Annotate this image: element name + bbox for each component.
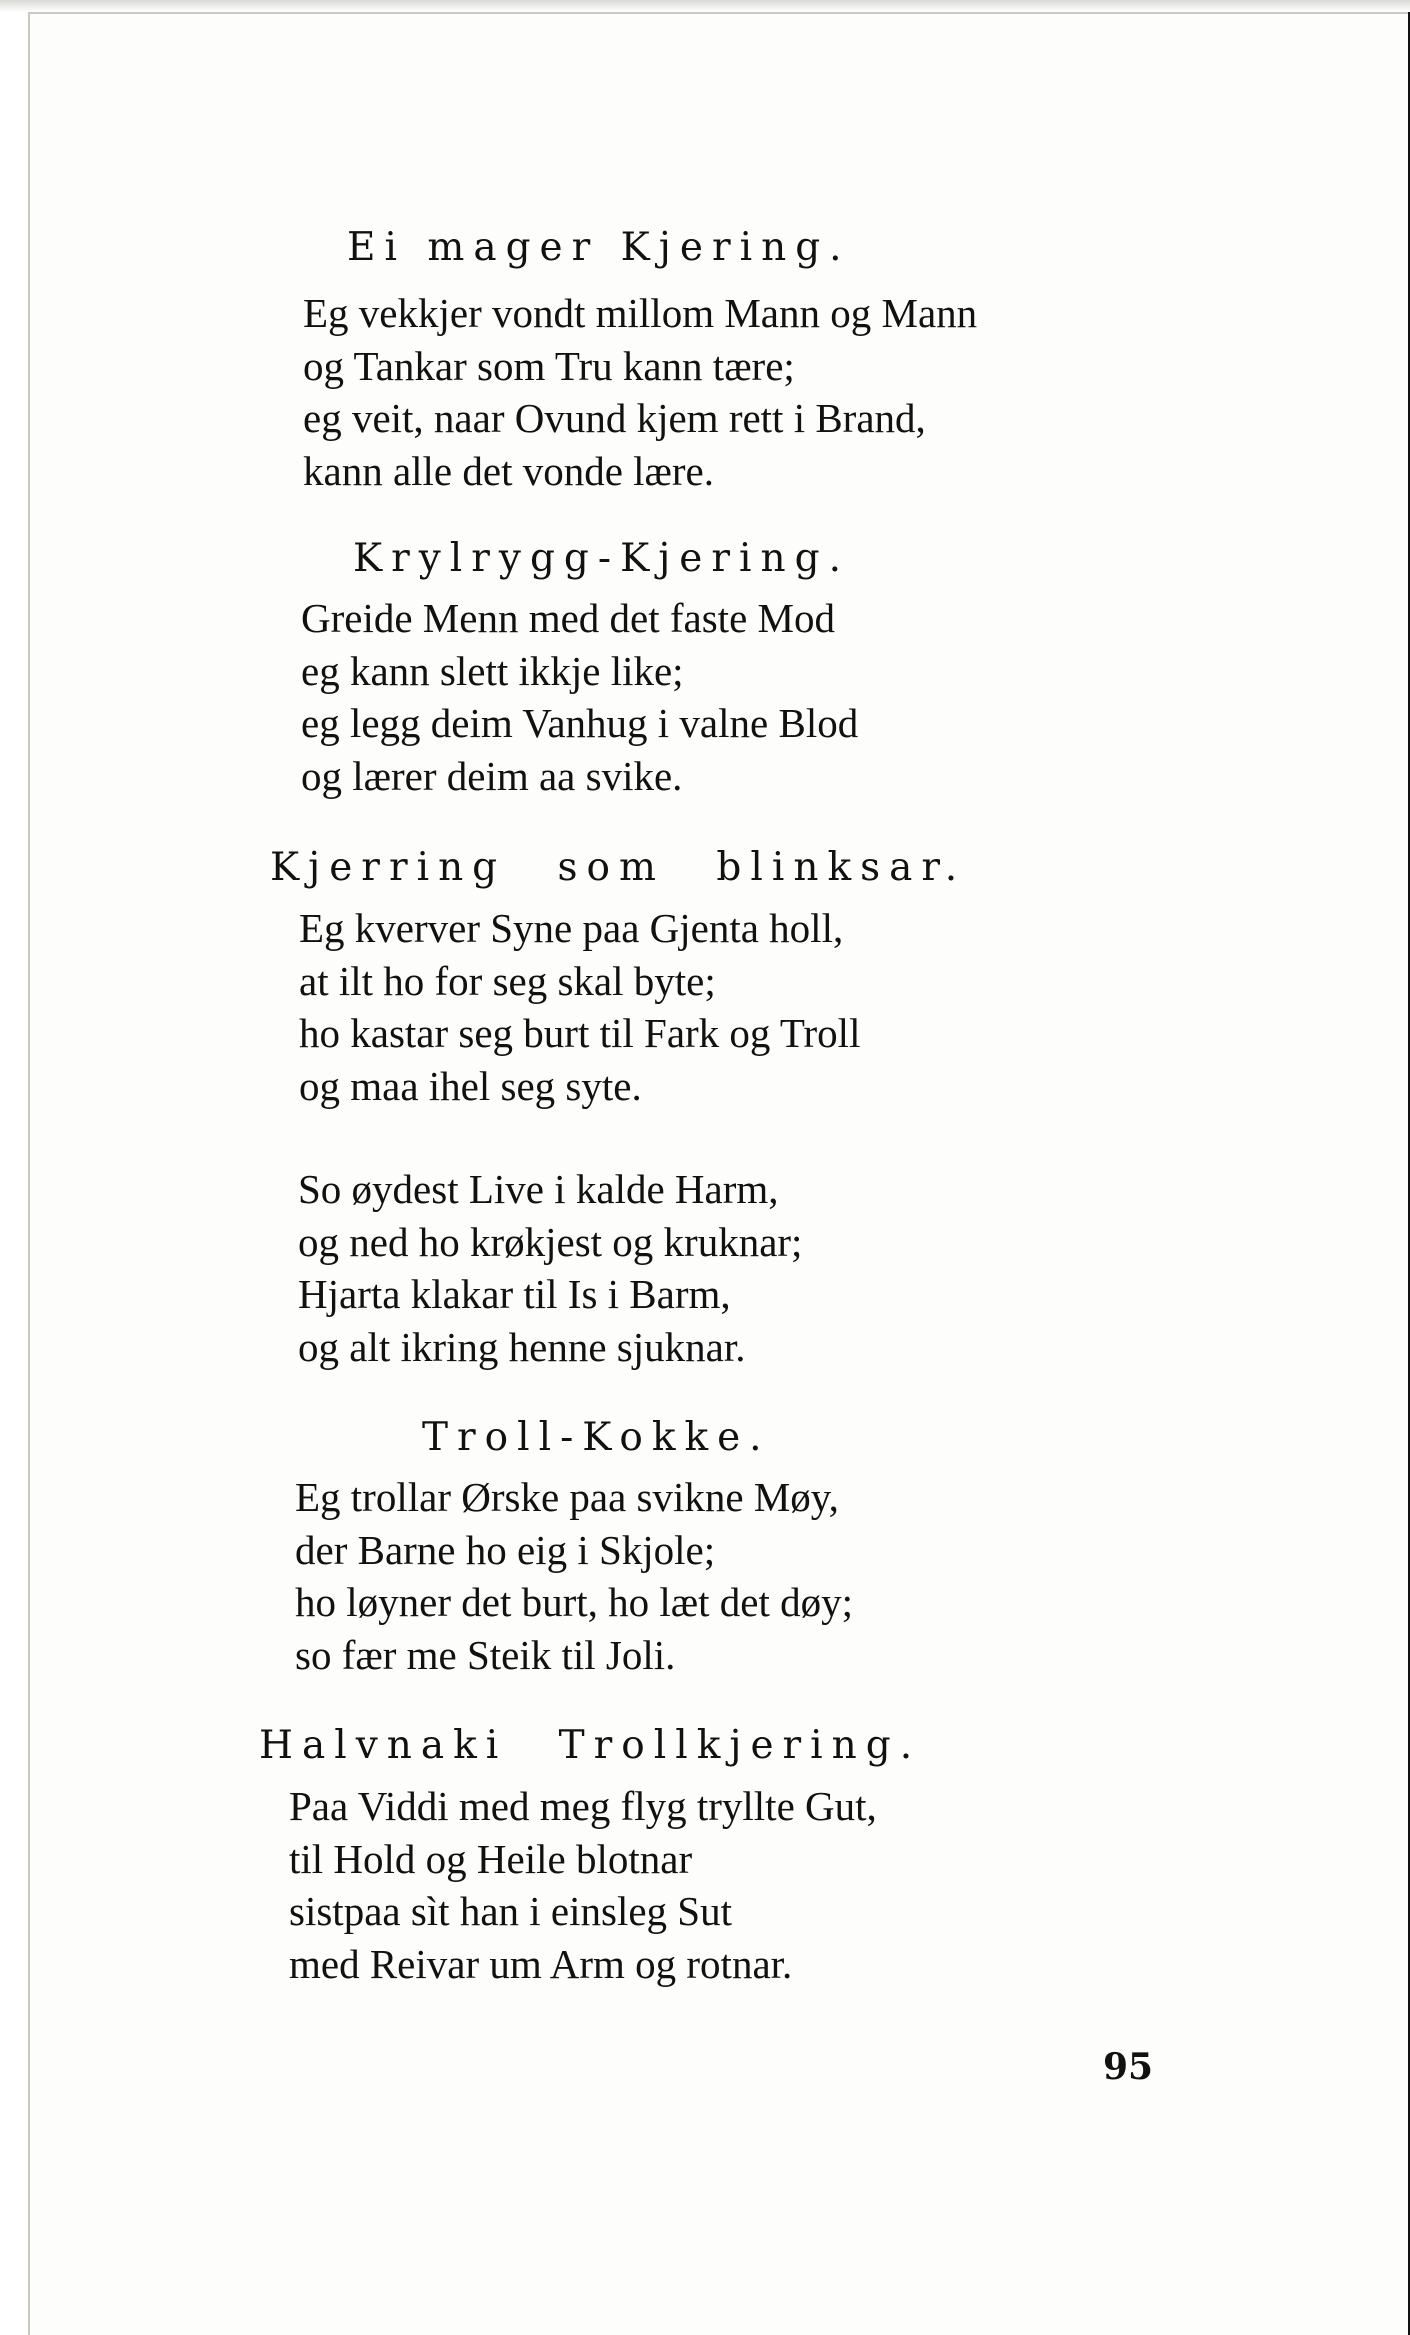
verse-line: Greide Menn med det faste Mod	[301, 595, 835, 641]
speaker-heading: Krylrygg-Kjering.	[353, 536, 850, 581]
stanza-5	[422, 1412, 771, 1464]
verse-line: med Reivar um Arm og rotnar.	[289, 1940, 793, 1987]
verse-line: ho løyner det burt, ho læt det døy;	[295, 1579, 853, 1625]
verse-line: eg veit, naar Ovund kjem rett i Brand,	[303, 395, 926, 441]
speaker-heading: Halvnaki Trollkjering.	[259, 1723, 922, 1768]
verse-line: til Hold og Heile blotnar	[289, 1835, 693, 1882]
verse-line: Eg kverver Syne paa Gjenta holl,	[299, 905, 844, 951]
verse-line: der Barne ho eig i Skjole;	[295, 1526, 716, 1573]
stanza-3	[270, 842, 966, 894]
verse-line: eg kann slett ikkje like;	[301, 647, 684, 694]
page-number: 95	[1103, 2046, 1154, 2088]
stanza-5-lines	[295, 1471, 853, 1681]
stanza-2-lines	[301, 592, 858, 802]
verse-line: Eg trollar Ørske paa svikne Møy,	[295, 1474, 839, 1520]
stanza-1	[347, 222, 851, 274]
verse-line: og alt ikring henne sjuknar.	[298, 1323, 746, 1370]
verse-line: Paa Viddi med meg flyg tryllte Gut,	[289, 1783, 877, 1829]
verse-line: og lærer deim aa svike.	[301, 752, 683, 799]
speaker-heading: Troll-Kokke.	[422, 1415, 771, 1460]
verse-line: kann alle det vonde lære.	[303, 447, 715, 494]
verse-line: og maa ihel seg syte.	[299, 1062, 642, 1109]
stanza-3-lines	[299, 902, 860, 1112]
stanza-6-lines	[289, 1780, 877, 1990]
stanza-4-lines	[298, 1163, 802, 1373]
verse-line: eg legg deim Vanhug i valne Blod	[301, 700, 859, 746]
verse-line: og ned ho krøkjest og kruknar;	[298, 1218, 803, 1265]
verse-line: at ilt ho for seg skal byte;	[299, 957, 716, 1004]
verse-line: so fær me Steik til Joli.	[295, 1631, 676, 1678]
stanza-2	[353, 533, 850, 585]
verse-line: Hjarta klakar til Is i Barm,	[298, 1271, 731, 1317]
verse-line: og Tankar som Tru kann tære;	[303, 342, 795, 389]
verse-line: So øydest Live i kalde Harm,	[298, 1166, 779, 1212]
stanza-6	[259, 1720, 921, 1772]
verse-line: Eg vekkjer vondt millom Mann og Mann	[303, 290, 978, 336]
page-top-shadow	[0, 0, 1410, 12]
verse-line: ho kastar seg burt til Fark og Troll	[299, 1010, 861, 1056]
stanza-1-lines	[303, 287, 977, 497]
speaker-heading: Ei mager Kjering.	[347, 225, 851, 270]
verse-line: sistpaa sìt han i einsleg Sut	[289, 1888, 732, 1934]
speaker-heading: Kjerring som blinksar.	[270, 845, 967, 890]
